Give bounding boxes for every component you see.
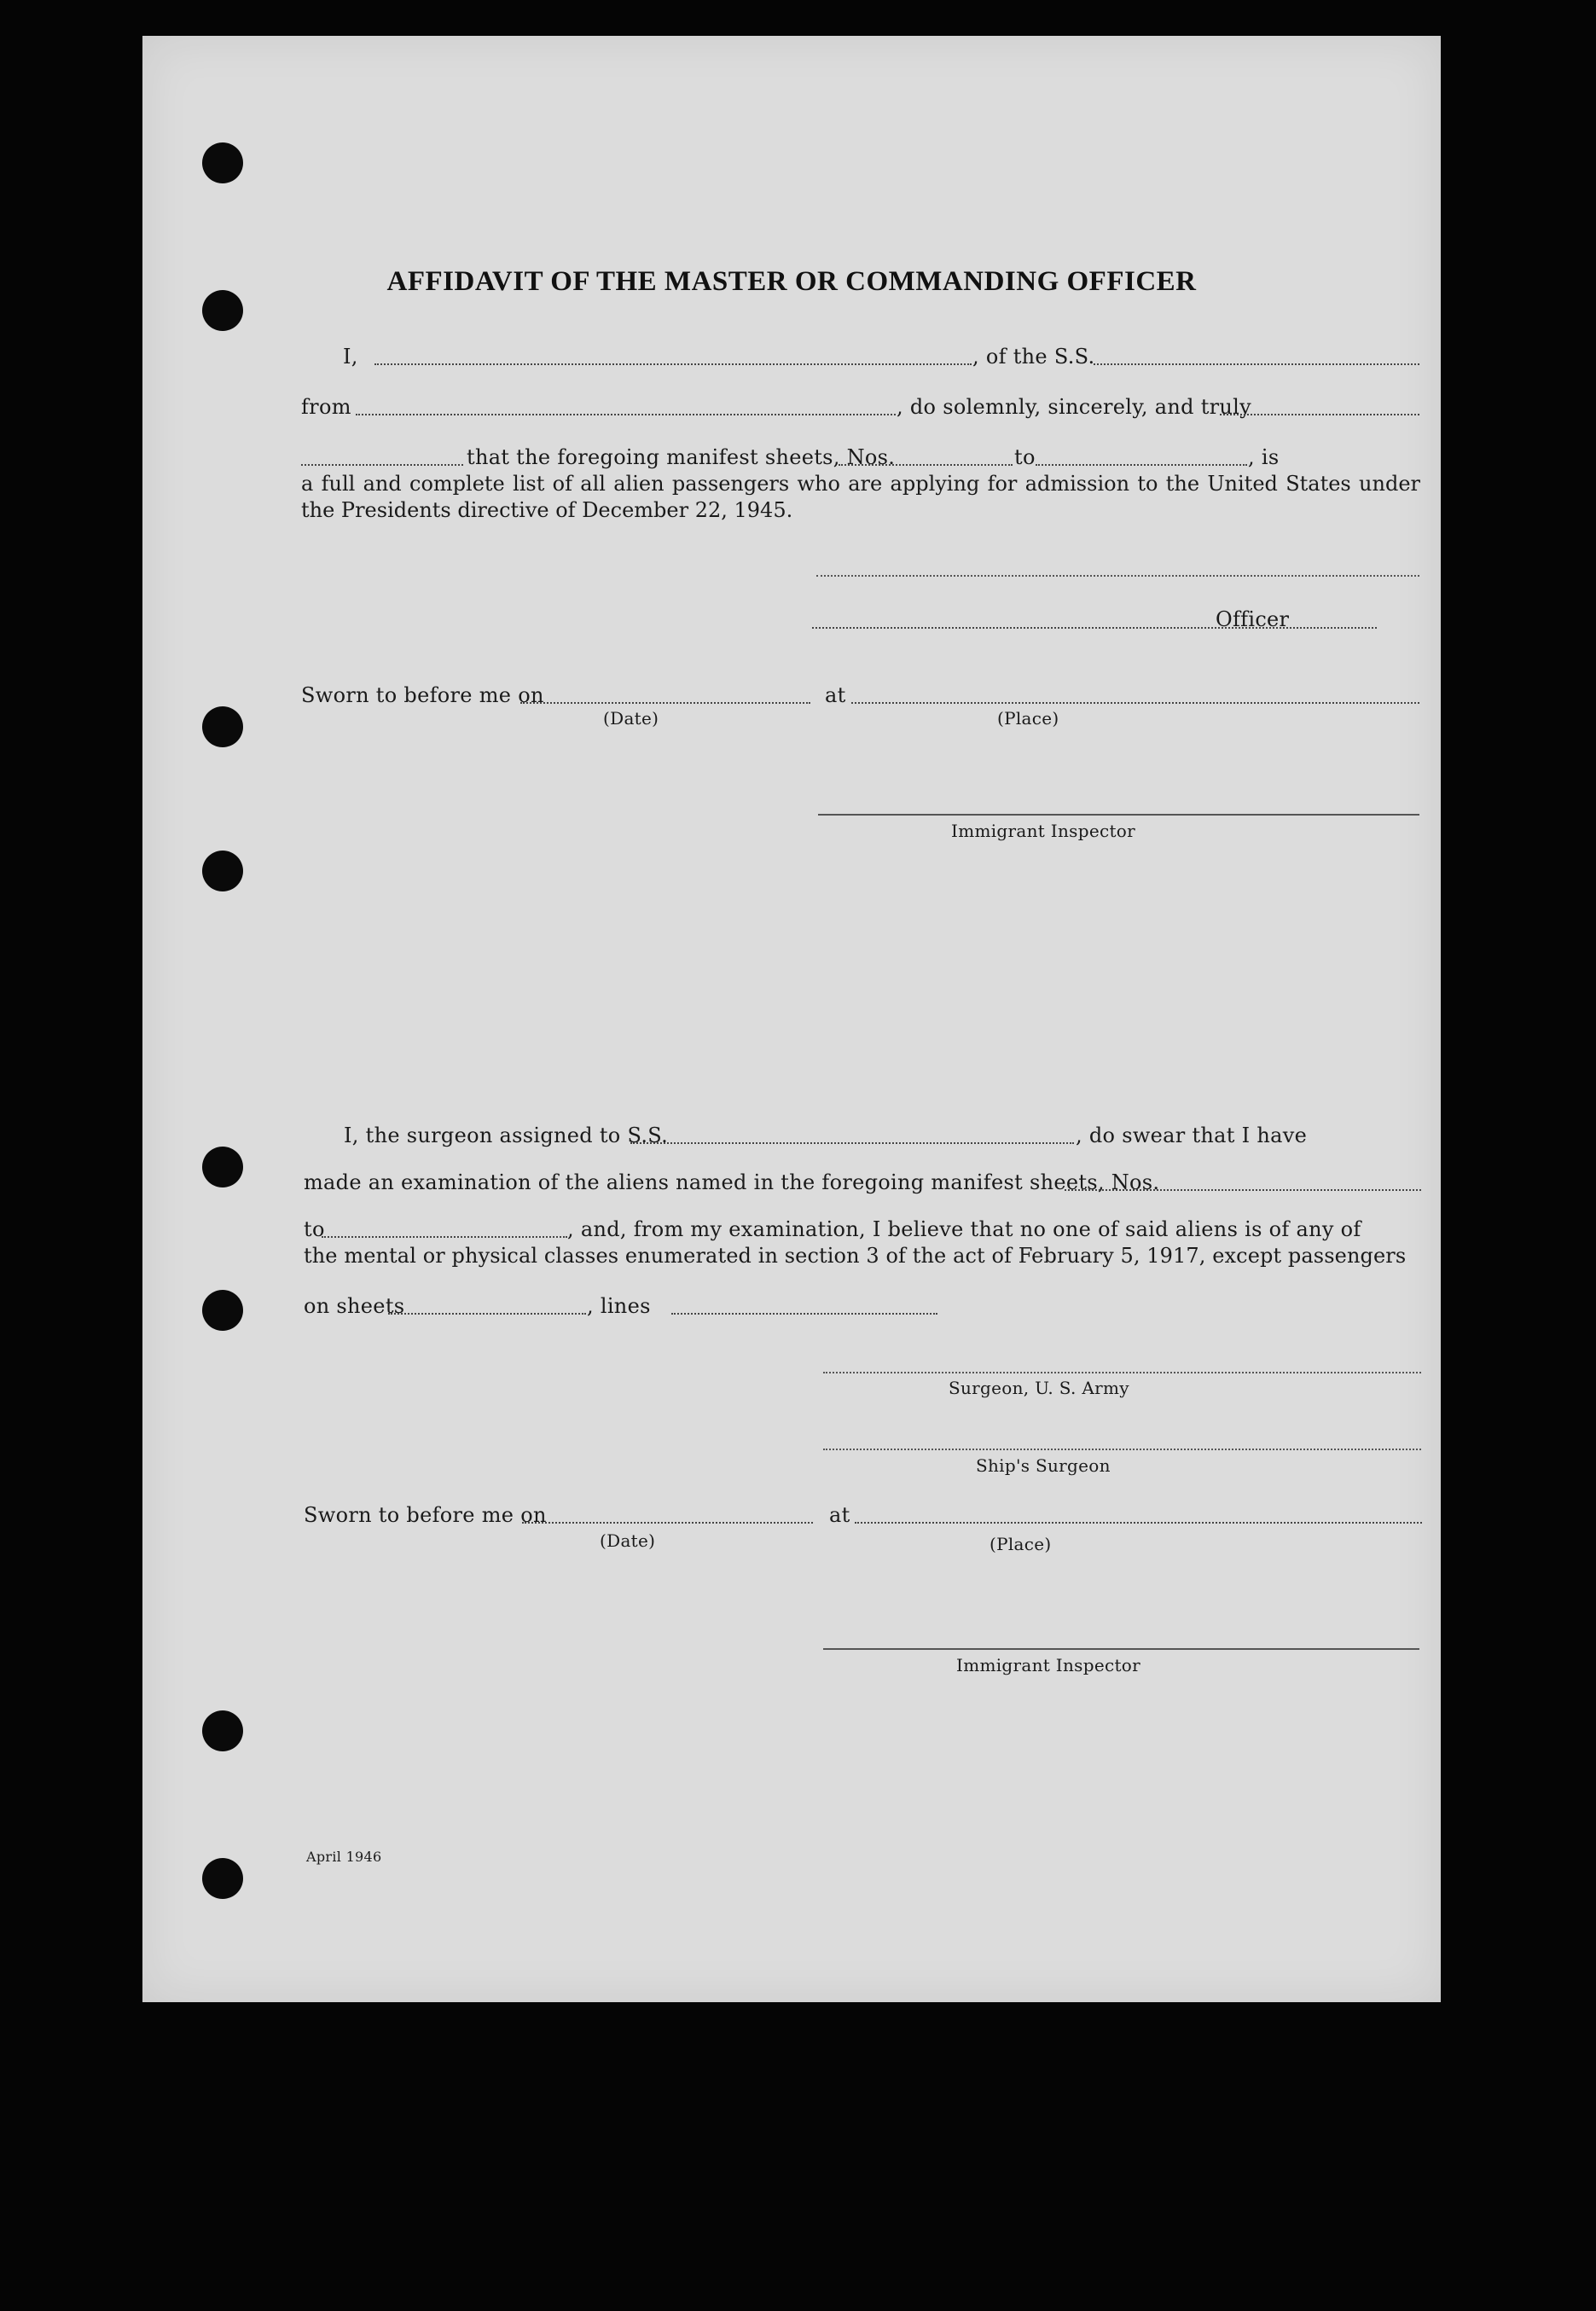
sheet-nos-from-field[interactable] xyxy=(839,464,1013,466)
form-page xyxy=(142,36,1441,2002)
label-lines: , lines xyxy=(587,1294,651,1318)
sheet-nos-to-field[interactable] xyxy=(1036,464,1247,466)
army-surgeon-signature-line[interactable] xyxy=(823,1372,1421,1373)
binder-hole xyxy=(202,1710,243,1751)
binder-hole xyxy=(202,706,243,747)
sworn-date-field[interactable] xyxy=(520,702,810,704)
label-surgeon-to: to xyxy=(304,1217,325,1241)
label-do-solemnly: , do solemnly, sincerely, and truly xyxy=(897,395,1252,419)
label-immigrant-inspector: Immigrant Inspector xyxy=(951,821,1136,841)
label-date: (Date) xyxy=(603,708,659,729)
oath-field[interactable] xyxy=(1220,414,1419,415)
label-made-examination: made an examination of the aliens named in the foregoing manifest sheets, Nos. xyxy=(304,1170,1160,1194)
label-at: at xyxy=(825,683,846,707)
binder-hole xyxy=(202,1858,243,1899)
label-place: (Place) xyxy=(997,708,1059,729)
label-place-2: (Place) xyxy=(990,1534,1052,1554)
sworn-2-place-field[interactable] xyxy=(855,1522,1422,1524)
binder-hole xyxy=(202,1147,243,1187)
label-from: from xyxy=(301,395,351,419)
officer-signature-line[interactable] xyxy=(816,575,1419,577)
label-sworn: Sworn to before me on xyxy=(301,683,544,707)
label-from-examination: , and, from my examination, I believe that no one of said aliens is of any of xyxy=(567,1217,1361,1241)
from-field[interactable] xyxy=(356,414,896,415)
label-surgeon-assigned: I, the surgeon assigned to S.S. xyxy=(344,1124,669,1147)
on-sheets-field[interactable] xyxy=(388,1313,586,1315)
label-immigrant-inspector-2: Immigrant Inspector xyxy=(956,1655,1141,1675)
label-to: to xyxy=(1014,445,1036,469)
label-ships-surgeon: Ship's Surgeon xyxy=(976,1455,1111,1476)
ships-surgeon-signature-line[interactable] xyxy=(823,1449,1421,1450)
surgeon-nos-to-field[interactable] xyxy=(322,1236,567,1238)
surgeon-ship-field[interactable] xyxy=(630,1142,1074,1144)
officer-title-line[interactable] xyxy=(812,627,1377,629)
oath-field-continued[interactable] xyxy=(301,464,463,466)
binder-hole xyxy=(202,851,243,891)
master-name-field[interactable] xyxy=(374,363,972,365)
master-paragraph: a full and complete list of all alien passengers who are applying for admission to the United States under the Presidents directive of December 22, 1945. xyxy=(301,472,1420,522)
label-sworn-2: Sworn to before me on xyxy=(304,1503,547,1527)
label-manifest-sheets: that the foregoing manifest sheets, Nos. xyxy=(467,445,896,469)
label-at-2: at xyxy=(829,1503,850,1527)
binder-hole xyxy=(202,142,243,183)
sworn-2-date-field[interactable] xyxy=(522,1522,813,1524)
lines-field[interactable] xyxy=(671,1313,937,1315)
label-on-sheets: on sheets xyxy=(304,1294,405,1318)
label-mental-physical: the mental or physical classes enumerated in section 3 of the act of February 5, 1917, except passengers xyxy=(304,1244,1407,1268)
label-i: I, xyxy=(343,345,358,369)
form-date: April 1946 xyxy=(306,1849,382,1865)
inspector-signature-line[interactable] xyxy=(818,814,1419,816)
label-surgeon-army: Surgeon, U. S. Army xyxy=(949,1378,1129,1398)
label-of-the-ss: , of the S.S. xyxy=(972,345,1095,369)
sworn-place-field[interactable] xyxy=(851,702,1419,704)
label-is: , is xyxy=(1248,445,1280,469)
inspector-2-signature-line[interactable] xyxy=(823,1648,1419,1650)
surgeon-nos-field[interactable] xyxy=(1065,1189,1421,1191)
ship-name-field[interactable] xyxy=(1094,363,1419,365)
form-title: AFFIDAVIT OF THE MASTER OR COMMANDING OFFICER xyxy=(386,266,1197,297)
label-date-2: (Date) xyxy=(600,1530,656,1551)
label-do-swear: , do swear that I have xyxy=(1076,1124,1308,1147)
label-officer: Officer xyxy=(1216,607,1290,631)
binder-hole xyxy=(202,1290,243,1331)
